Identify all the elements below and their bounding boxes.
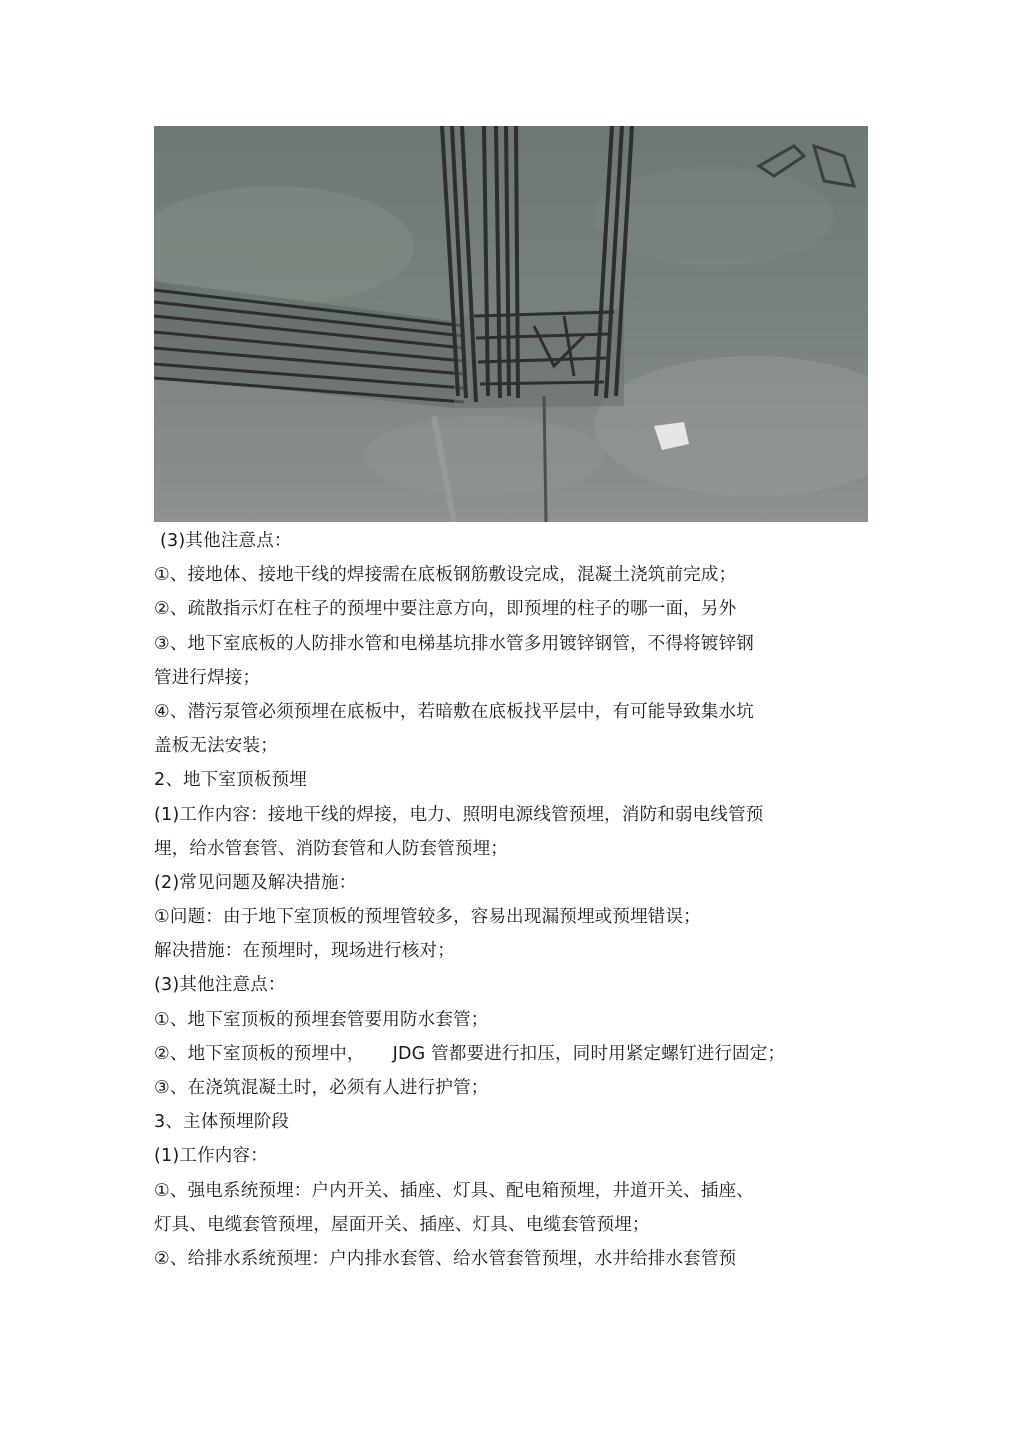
paragraph-continuation: 埋，给水管套管、消防套管和人防套管预埋； [154,838,508,859]
list-item-continuation: 管进行焊接； [154,667,261,688]
section-heading-work-content: (1)工作内容： [154,1146,268,1167]
paragraph: 解决措施：在预埋时，现场进行核对； [154,941,455,962]
section-heading-other-notes: (3)其他注意点： [160,531,292,551]
list-item-part: ②、地下室顶板的预埋中， [154,1043,365,1064]
list-item: ③、在浇筑混凝土时，必须有人进行护管； [154,1078,489,1098]
list-item-continuation: 盖板无法安装； [154,736,278,757]
construction-photo [154,126,868,522]
list-item-part: JDG 管都要进行扣压，同时用紧定螺钉进行固定； [392,1043,786,1064]
list-item: ①、接地体、接地干线的焊接需在底板钢筋敷设完成，混凝土浇筑前完成； [154,565,737,586]
section-heading-basement-roof: 2、地下室顶板预埋 [154,770,307,791]
paragraph: (1)工作内容：接地干线的焊接，电力、照明电源线管预埋，消防和弱电线管预 [154,804,764,825]
section-heading-other-notes: (3)其他注意点： [154,975,286,996]
list-item: ②、疏散指示灯在柱子的预埋中要注意方向，即预埋的柱子的哪一面，另外 [154,599,737,620]
list-item: ③、地下室底板的人防排水管和电梯基坑排水管多用镀锌钢管，不得将镀锌钢 [154,633,754,654]
list-item: ①问题：由于地下室顶板的预埋管较多，容易出现漏预埋或预埋错误； [154,907,701,928]
section-heading-common-problems: (2)常见问题及解决措施： [154,872,357,893]
document-body [154,524,854,1276]
list-item: ④、潜污泵管必须预埋在底板中，若暗敷在底板找平层中，有可能导致集水坑 [154,701,754,722]
construction-photo-rebar-column-icon [154,126,868,522]
list-item: ①、地下室顶板的预埋套管要用防水套管； [154,1009,489,1030]
list-item [154,1037,854,1071]
list-item: ②、给排水系统预埋：户内排水套管、给水管套管预埋，水井给排水套管预 [154,1248,737,1269]
list-item: ①、强电系统预埋：户内开关、插座、灯具、配电箱预埋，井道开关、插座、 [154,1180,754,1201]
list-item-continuation: 灯具、电缆套管预埋，屋面开关、插座、灯具、电缆套管预埋； [154,1214,650,1235]
section-heading-main-structure: 3、主体预埋阶段 [154,1112,290,1133]
